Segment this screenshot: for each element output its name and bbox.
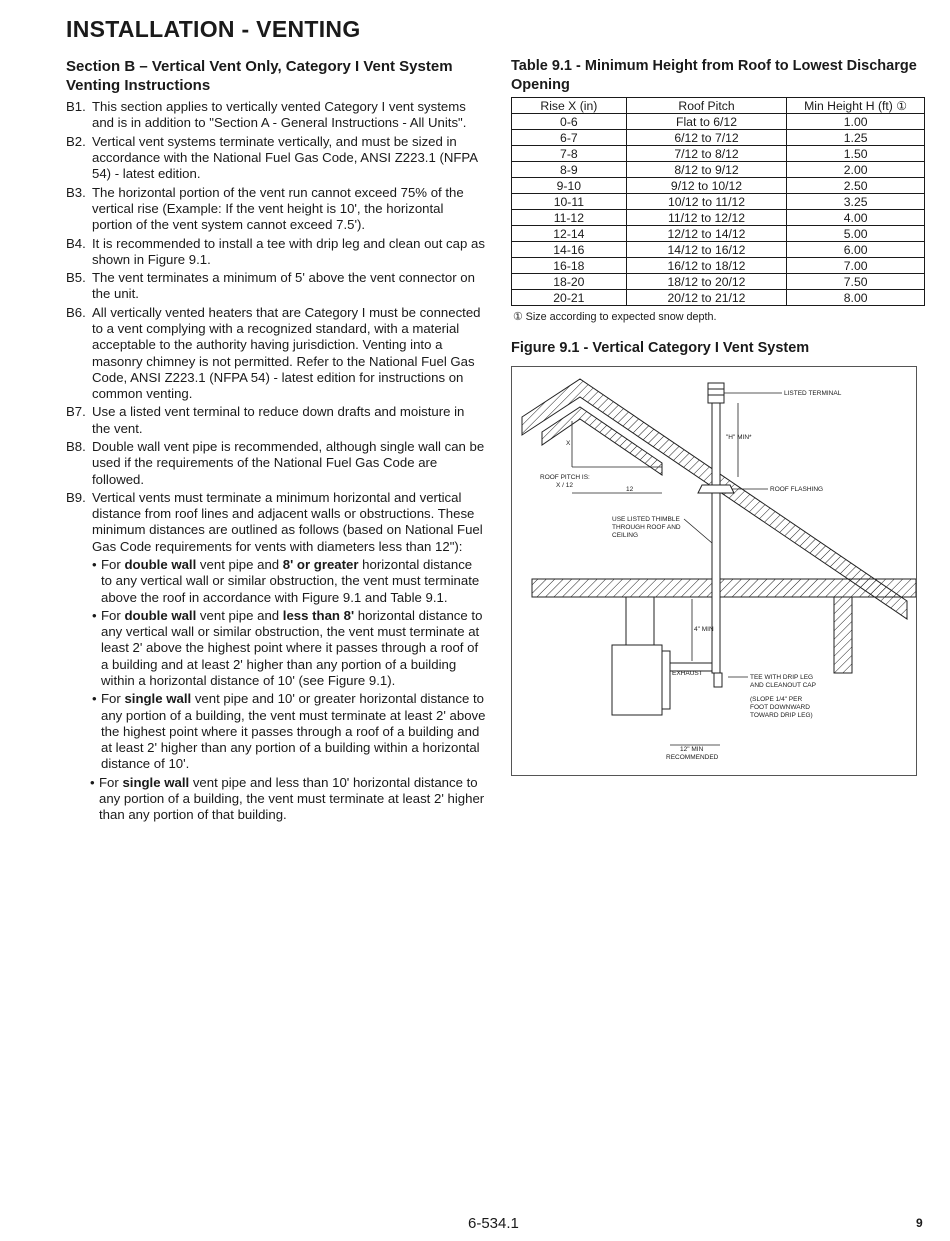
table-row — [512, 178, 925, 194]
instruction-number: B7. — [66, 404, 86, 420]
bullet-text: For — [101, 608, 125, 624]
document-code: 6-534.1 — [468, 1215, 519, 1232]
table-cell: 6.00 — [787, 242, 925, 258]
bullet-text: For — [101, 691, 125, 707]
table-title: Table 9.1 - Minimum Height from Roof to Lowest Discharge Opening — [511, 58, 917, 93]
label-x: X — [566, 440, 571, 447]
instruction-text: Double wall vent pipe is recommended, although single wall can be used if the requirements of the National Fuel Gas Code are followed. — [92, 439, 485, 487]
bullet-icon: • — [92, 691, 97, 707]
instruction-number: B5. — [66, 270, 86, 286]
table-cell: 18/12 to 20/12 — [626, 274, 787, 290]
table-row — [512, 130, 925, 146]
table-cell: 20-21 — [512, 290, 627, 306]
table-cell: 5.00 — [787, 226, 925, 242]
bullet-icon: • — [92, 557, 97, 573]
right-wall — [834, 597, 852, 673]
table-row — [512, 162, 925, 178]
table-cell: 12-14 — [512, 226, 627, 242]
instruction-text: It is recommended to install a tee with drip leg and clean out cap as shown in Figure 9.1. — [92, 235, 485, 267]
instruction-text: Vertical vent systems terminate vertically, and must be sized in accordance with the National Fuel Gas Code, ANSI Z223.1 (NFPA 54) - latest edition. — [92, 133, 478, 182]
bullet-item — [66, 775, 486, 824]
table-row — [512, 258, 925, 274]
table-cell: 16-18 — [512, 258, 627, 274]
instruction-number: B3. — [66, 184, 86, 200]
reference-column — [511, 57, 925, 761]
table-cell: 16/12 to 18/12 — [626, 258, 787, 274]
vent-system-figure — [511, 366, 917, 776]
instruction-number: B4. — [66, 235, 86, 251]
table-row — [512, 274, 925, 290]
instruction-list — [66, 99, 486, 823]
label-thimble: USE LISTED THIMBLE — [612, 516, 680, 523]
table-cell: 7.00 — [787, 258, 925, 274]
table-cell: 9/12 to 10/12 — [626, 178, 787, 194]
table-row — [512, 194, 925, 210]
instruction-text: Use a listed vent terminal to reduce down drafts and moisture in the vent. — [92, 404, 465, 436]
label-four-min: 4" MIN — [694, 626, 714, 633]
table-cell: 1.00 — [787, 114, 925, 130]
table-cell: 20/12 to 21/12 — [626, 290, 787, 306]
table-cell: 14-16 — [512, 242, 627, 258]
roof-flashing-icon — [698, 485, 734, 493]
table-header-cell: Roof Pitch — [626, 98, 787, 114]
table-cell: 1.25 — [787, 130, 925, 146]
bullet-item — [66, 691, 486, 772]
instruction-number: B2. — [66, 133, 86, 149]
table-cell: 8/12 to 9/12 — [626, 162, 787, 178]
bullet-text: For — [101, 557, 125, 573]
instruction-text: All vertically vented heaters that are Category I must be connected to a vent complying with a recognized standard, with a material acceptable to the authority having jurisdiction. Venting into a masonry chimney is not permitted. Refer to the National Fuel Gas Code, ANSI Z223.1 (NFPA 54) - latest edition for instructions on common venting. — [92, 304, 481, 401]
table-cell: 11-12 — [512, 210, 627, 226]
bullet-item — [66, 557, 486, 606]
instruction-item — [66, 270, 486, 302]
bullet-emphasis: double wall — [124, 608, 197, 624]
page-title: INSTALLATION - VENTING — [66, 16, 361, 42]
instruction-item — [66, 134, 486, 183]
bullet-icon: • — [90, 774, 95, 790]
label-tee-2: AND CLEANOUT CAP — [750, 682, 816, 689]
vent-terminal-icon — [708, 383, 724, 403]
bullet-emphasis: single wall — [122, 774, 190, 790]
instruction-item — [66, 490, 486, 555]
table-body — [512, 114, 925, 306]
table-row — [512, 242, 925, 258]
instruction-text: The horizontal portion of the vent run cannot exceed 75% of the vertical rise (Example: If the vent height is 10', the horizontal portion of the vent system cannot exceed 7.5'). — [92, 184, 464, 233]
table-cell: 6/12 to 7/12 — [626, 130, 787, 146]
table-header-cell: Rise X (in) — [512, 98, 627, 114]
label-roof-flashing: ROOF FLASHING — [770, 486, 824, 493]
table-cell: 10-11 — [512, 194, 627, 210]
label-listed-terminal: LISTED TERMINAL — [784, 390, 842, 397]
table-cell: 1.50 — [787, 146, 925, 162]
instruction-text: Vertical vents must terminate a minimum horizontal and vertical distance from roof lines and adjacent walls or obstructions. These minimum distances are outlined as follows (based on National Fuel Gas Code requirements for vents with diameters less than 12"): — [92, 490, 483, 554]
label-roof-pitch-ratio: X / 12 — [556, 482, 573, 489]
heater-unit-icon — [612, 645, 662, 715]
section-title: Section B – Vertical Vent Only, Category I Vent System Venting Instructions — [66, 58, 453, 94]
label-thimble-3: CEILING — [612, 532, 639, 539]
table-row — [512, 226, 925, 242]
table-cell: 2.50 — [787, 178, 925, 194]
label-roof-pitch: ROOF PITCH IS: — [540, 474, 590, 481]
table-row — [512, 114, 925, 130]
instruction-item — [66, 185, 486, 234]
table-header-cell: Min Height H (ft) ① — [787, 98, 925, 114]
table-cell: 8.00 — [787, 290, 925, 306]
drip-leg-icon — [714, 673, 722, 687]
label-h-min: "H" MIN* — [726, 434, 752, 441]
instruction-number: B6. — [66, 304, 86, 320]
instruction-item — [66, 439, 486, 488]
table-row — [512, 146, 925, 162]
table-header-row — [512, 98, 925, 114]
instruction-number: B1. — [66, 99, 86, 114]
label-recommended: RECOMMENDED — [666, 754, 719, 761]
table-cell: 2.00 — [787, 162, 925, 178]
bullet-text: vent pipe and — [196, 557, 283, 573]
table-cell: 7-8 — [512, 146, 627, 162]
bullet-text: vent pipe and 10' or greater horizontal distance to any portion of a building, the vent must terminate at least 2' above the highest point where it passes through a roof of a building and at least 2' higher than any portion of a building within a horizontal distance of 10'. — [101, 691, 486, 772]
table-cell: 7.50 — [787, 274, 925, 290]
heater-front-panel — [662, 651, 670, 709]
bullet-emphasis: single wall — [124, 691, 192, 707]
instructions-column — [66, 57, 486, 826]
page-number: 9 — [916, 1216, 923, 1230]
bullet-emphasis: less than 8' — [282, 608, 355, 624]
label-slope: (SLOPE 1/4" PER — [750, 696, 803, 703]
instruction-text: This section applies to vertically vented Category I vent systems and is in addition to "Section A - General Instructions - All Units". — [92, 99, 467, 131]
label-slope-2: FOOT DOWNWARD — [750, 704, 810, 711]
vent-diagram — [512, 367, 916, 775]
label-slope-3: TOWARD DRIP LEG) — [750, 712, 813, 719]
bullet-emphasis: double wall — [124, 557, 197, 573]
min-height-table — [511, 97, 925, 306]
table-cell: 9-10 — [512, 178, 627, 194]
instruction-item — [66, 236, 486, 268]
bullet-text: For — [99, 774, 123, 790]
table-cell: 10/12 to 11/12 — [626, 194, 787, 210]
table-cell: 4.00 — [787, 210, 925, 226]
table-row — [512, 210, 925, 226]
bullet-icon: • — [92, 608, 97, 624]
bullet-text: vent pipe and — [196, 608, 283, 624]
table-row — [512, 290, 925, 306]
label-twelve-min: 12" MIN — [680, 746, 704, 753]
label-exhaust: EXHAUST — [672, 670, 703, 677]
table-cell: 14/12 to 16/12 — [626, 242, 787, 258]
table-cell: 6-7 — [512, 130, 627, 146]
instruction-item — [66, 305, 486, 402]
bullet-text: vent pipe and less than 10' horizontal distance to any portion of a building, the vent must terminate at least 2' higher than any portion of that building. — [99, 774, 485, 823]
instruction-number: B9. — [66, 490, 86, 506]
table-cell: 8-9 — [512, 162, 627, 178]
bullet-item — [66, 608, 486, 689]
label-twelve: 12 — [626, 486, 634, 493]
bullet-emphasis: 8' or greater — [282, 557, 359, 573]
instruction-item — [66, 99, 486, 131]
instruction-text: The vent terminates a minimum of 5' above the vent connector on the unit. — [92, 270, 475, 302]
table-cell: 0-6 — [512, 114, 627, 130]
table-cell: 18-20 — [512, 274, 627, 290]
figure-title: Figure 9.1 - Vertical Category I Vent System — [511, 340, 810, 356]
instruction-item — [66, 404, 486, 436]
bullet-text: horizontal distance to any vertical wall or similar obstruction, the vent must terminate at least 2' above the highest point where it passes through a roof of a building and at least 2' higher than any portion of a building within a horizontal distance of 10' (see Figure 9.1). — [101, 608, 483, 688]
instruction-number: B8. — [66, 439, 86, 455]
table-cell: 3.25 — [787, 194, 925, 210]
table-cell: Flat to 6/12 — [626, 114, 787, 130]
label-thimble-2: THROUGH ROOF AND — [612, 524, 681, 531]
table-cell: 7/12 to 8/12 — [626, 146, 787, 162]
table-cell: 12/12 to 14/12 — [626, 226, 787, 242]
label-tee: TEE WITH DRIP LEG — [750, 674, 814, 681]
table-footnote: ① Size according to expected snow depth. — [513, 311, 717, 323]
table-cell: 11/12 to 12/12 — [626, 210, 787, 226]
bullet-text: horizontal distance to any vertical wall or similar obstruction, the vent must terminate above the roof in accordance with Figure 9.1 and Table 9.1. — [101, 557, 480, 605]
